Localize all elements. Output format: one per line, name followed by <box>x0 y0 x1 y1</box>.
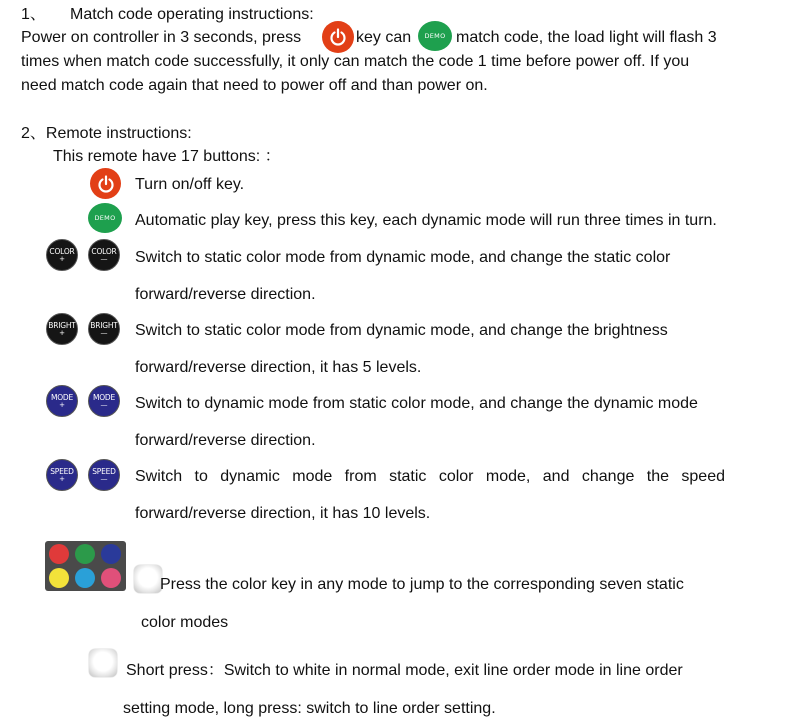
section2-title: 2、Remote instructions: <box>21 125 192 142</box>
white-key-icon <box>89 649 117 677</box>
demo-key-icon: DEMO <box>88 203 122 233</box>
speed-minus-key-icon: SPEED — <box>88 459 120 491</box>
section1-line1-a: Power on controller in 3 seconds, press <box>21 29 302 46</box>
power-icon <box>322 21 354 53</box>
mode-key-desc-2: forward/reverse direction. <box>135 432 316 449</box>
palette-key-desc-2: color modes <box>141 614 229 631</box>
white-key-icon <box>134 565 162 593</box>
bright-key-desc-1: Switch to static color mode from dynamic mode, and change the brightness <box>135 322 668 339</box>
section1-line1-c: match code, the load light will flash 3 <box>456 29 717 46</box>
mode-plus-key-icon: MODE + <box>46 385 78 417</box>
green-key-icon <box>75 544 95 564</box>
cyan-key-icon <box>75 568 95 588</box>
red-key-icon <box>49 544 69 564</box>
section1-line3: need match code again that need to power off and than power on. <box>21 77 488 94</box>
bright-key-desc-2: forward/reverse direction, it has 5 levels. <box>135 359 422 376</box>
section1-title: Match code operating instructions: <box>70 6 314 23</box>
mode-minus-key-icon: MODE — <box>88 385 120 417</box>
color-minus-key-icon: COLOR — <box>88 239 120 271</box>
white-key-desc-2: setting mode, long press: switch to line order setting. <box>123 700 496 717</box>
section1-line2: times when match code successfully, it only can match the code 1 time before power off. If you <box>21 53 690 70</box>
color-palette-keys-icon <box>45 541 126 591</box>
demo-icon: DEMO <box>418 21 452 51</box>
yellow-key-icon <box>49 568 69 588</box>
blue-key-icon <box>101 544 121 564</box>
bright-minus-key-icon: BRIGHT — <box>88 313 120 345</box>
section1-number: 1、 <box>21 6 46 23</box>
speed-key-desc-2: forward/reverse direction, it has 10 levels. <box>135 505 431 522</box>
power-key-icon <box>90 168 121 199</box>
speed-plus-key-icon: SPEED + <box>46 459 78 491</box>
demo-key-desc: Automatic play key, press this key, each dynamic mode will run three times in turn. <box>135 212 717 229</box>
white-key-desc-1: Short press：Switch to white in normal mode, exit line order mode in line order <box>126 662 683 679</box>
section1-line1-b: key can <box>356 29 412 46</box>
mode-key-desc-1: Switch to dynamic mode from static color mode, and change the dynamic mode <box>135 395 698 412</box>
power-key-desc: Turn on/off key. <box>135 176 245 193</box>
section2-subtitle: This remote have 17 buttons: ： <box>53 148 281 165</box>
bright-plus-key-icon: BRIGHT + <box>46 313 78 345</box>
pink-key-icon <box>101 568 121 588</box>
color-plus-key-icon: COLOR + <box>46 239 78 271</box>
speed-key-desc-1: Switch to dynamic mode from static color mode, and change the speed <box>135 468 725 485</box>
palette-key-desc-1: Press the color key in any mode to jump to the corresponding seven static <box>160 576 684 593</box>
color-key-desc-1: Switch to static color mode from dynamic mode, and change the static color <box>135 249 671 266</box>
color-key-desc-2: forward/reverse direction. <box>135 286 316 303</box>
